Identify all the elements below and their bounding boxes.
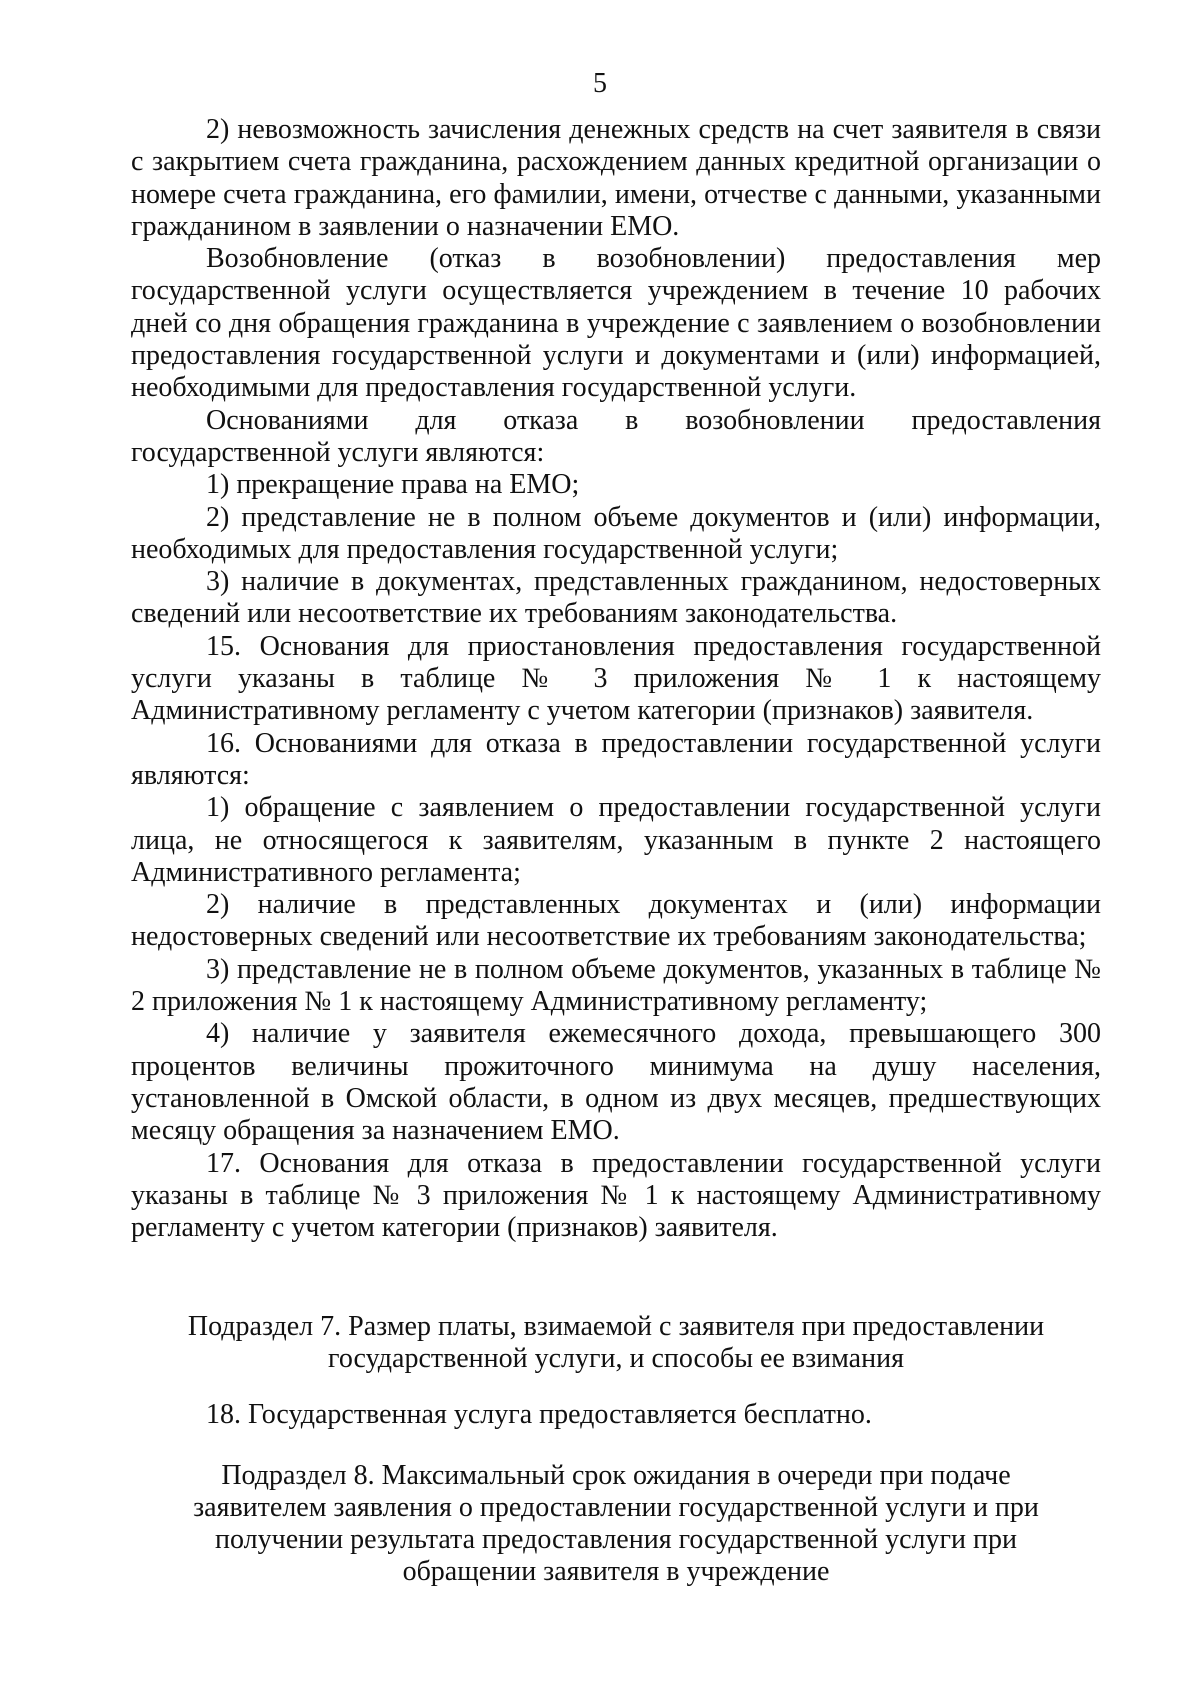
- paragraph-17-refusal-table: 17. Основания для отказа в предоставлении государственной услуги указаны в таблице № 3 приложения № 1 к настоящему Административному регламенту с учетом категории (признаков) заявителя.: [131, 1147, 1101, 1244]
- subsection-7-line-2: государственной услуги, и способы ее взимания: [328, 1343, 904, 1374]
- document-body: [131, 114, 1101, 1244]
- subsection-7-line-1: Подраздел 7. Размер платы, взимаемой с заявителя при предоставлении: [187, 1311, 1045, 1342]
- paragraph-15-suspension: 15. Основания для приостановления предоставления государственной услуги указаны в таблице № 3 приложения № 1 к настоящему Административному регламенту с учетом категории (признаков) заявителя.: [131, 630, 1101, 727]
- subsection-8-heading: [131, 1460, 1101, 1588]
- subsection-8-line-1: Подраздел 8. Максимальный срок ожидания в очереди при подаче: [221, 1460, 1011, 1491]
- page-number: 5: [593, 68, 607, 99]
- paragraph-resumption-term: Возобновление (отказ в возобновлении) предоставления мер государственной услуги осуществляется учреждением в течение 10 рабочих дней со дня обращения гражданина в учреждение с заявлением о возобновлении предоставления государственной услуги и документами и (или) информацией, необходимыми для предоставления государственной услуги.: [131, 243, 1101, 404]
- subsection-8-line-3: получении результата предоставления государственной услуги при: [215, 1524, 1017, 1555]
- paragraph-16-item-3: 3) представление не в полном объеме документов, указанных в таблице № 2 приложения № 1 к настоящему Административному регламенту;: [131, 953, 1101, 1018]
- paragraph-refusal-item-3: 3) наличие в документах, представленных гражданином, недостоверных сведений или несоответствие их требованиям законодательства.: [131, 566, 1101, 630]
- paragraph-16-item-4: 4) наличие у заявителя ежемесячного дохода, превышающего 300 процентов величины прожиточного минимума на душу населения, установленной в Омской области, в одном из двух месяцев, предшествующих месяцу обращения за назначением ЕМО.: [131, 1018, 1101, 1147]
- paragraph-refusal-item-2: 2) представление не в полном объеме документов и (или) информации, необходимых для предоставления государственной услуги;: [131, 501, 1101, 565]
- subsection-8-line-4: обращении заявителя в учреждение: [402, 1556, 830, 1587]
- paragraph-16-item-1: 1) обращение с заявлением о предоставлении государственной услуги лица, не относящегося к заявителям, указанным в пункте 2 настоящего Административного регламента;: [131, 792, 1101, 888]
- paragraph-16-refusal-grounds: 16. Основаниями для отказа в предоставлении государственной услуги являются:: [131, 727, 1101, 791]
- paragraph-item-2-account-closure: 2) невозможность зачисления денежных средств на счет заявителя в связи с закрытием счета гражданина, расхождением данных кредитной организации о номере счета гражданина, его фамилии, имени, отчестве с данными, указанными гражданином в заявлении о назначении ЕМО.: [131, 114, 1101, 242]
- subsection-8-line-2: заявителем заявления о предоставлении государственной услуги и при: [193, 1492, 1039, 1523]
- paragraph-refusal-item-1: 1) прекращение права на ЕМО;: [206, 469, 580, 501]
- subsection-7-heading: [131, 1311, 1101, 1375]
- paragraph-18-free-service: 18. Государственная услуга предоставляется бесплатно.: [206, 1399, 872, 1430]
- paragraph-resumption-refusal-grounds: Основаниями для отказа в возобновлении предоставления государственной услуги являются:: [131, 404, 1101, 468]
- paragraph-16-item-2: 2) наличие в представленных документах и (или) информации недостоверных сведений или несоответствие их требованиям законодательства;: [131, 889, 1101, 953]
